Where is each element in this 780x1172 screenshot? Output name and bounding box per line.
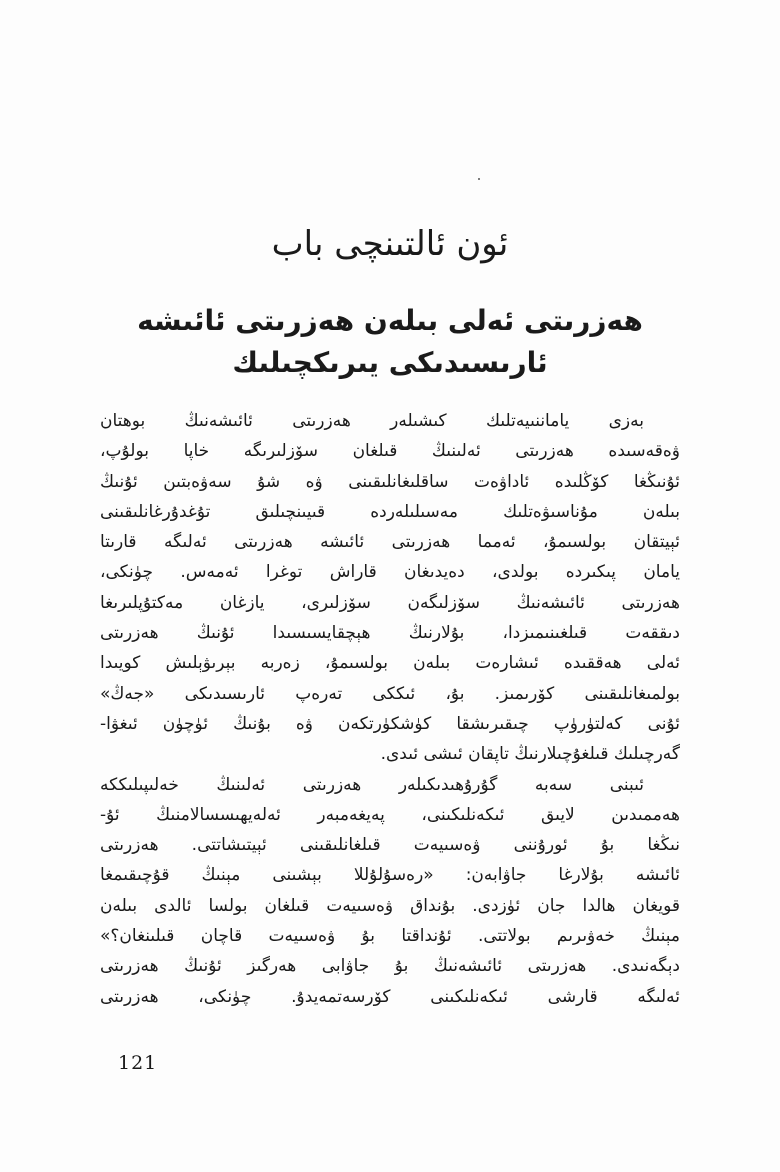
text-line: نىڭغا بۇ ئورۇننى ۋەسىيەت قىلغانلىقىنى ئېيتىشاتتى. ھەزرىتى (100, 835, 680, 856)
text-line: ئەلىگە قارشى ئىكەنلىكىنى كۆرسەتمەيدۇ. چۈنكى، ھەزرىتى (100, 986, 680, 1007)
text-line: گەرچىلىك قىلغۇچىلارنىڭ تاپقان ئىشى ئىدى. (380, 744, 680, 765)
text-line: ئەلى ھەققىدە ئىشارەت بىلەن بولسىمۇ، زەربە بېرىۋېلىش كويىدا (100, 653, 680, 674)
print-speck (478, 178, 480, 180)
text-line: دىققەت قىلغىنىمىزدا، بۇلارنىڭ ھېچقايسىسىدا ئۇنىڭ ھەزرىتى (100, 623, 680, 644)
page-number: 121 (118, 1052, 158, 1074)
text-line: ئىبنى سەبە گۇرۇھىدىكىلەر ھەزرىتى ئەلىنىڭ خەلىپىلىككە (100, 774, 644, 795)
text-line: ئائىشە بۇلارغا جاۋابەن: «رەسۇلۇللا بېشىنى مېنىڭ قۇچىقىمغا (100, 865, 680, 886)
text-line: مېنىڭ خەۋىرىم بولاتتى. ئۇنداقتا بۇ ۋەسىيەت قاچان قىلىنغان؟» (100, 926, 680, 947)
text-line: ئۇنى كەلتۈرۈپ چىقىرىشقا كۈشكۈرتكەن ۋە بۇنىڭ ئۈچۈن ئىغۋا- (100, 713, 680, 734)
text-line: ئۇنىڭغا كۆڭلىدە ئاداۋەت ساقلىغانلىقىنى ۋە شۇ سەۋەبتىن ئۇنىڭ (100, 471, 680, 492)
text-line: ئېيتقان بولسىمۇ، ئەمما ھەزرىتى ئائىشە ھەزرىتى ئەلىگە قارىتا (100, 532, 680, 553)
paragraph-1 (100, 406, 680, 770)
text-line: بىلەن مۇناسىۋەتلىك مەسىلىلەردە قىيىنچىلىق تۇغدۇرغانلىقىنى (100, 501, 680, 522)
text-line: بەزى ياماننىيەتلىك كىشىلەر ھەزرىتى ئائىشەنىڭ بوھتان (100, 411, 644, 431)
text-line: ھەزرىتى ئائىشەنىڭ سۆزلىگەن سۆزلىرى، يازغان مەكتۇپلىرىغا (100, 592, 680, 613)
body-text (100, 406, 680, 1012)
text-line: يامان پىكىردە بولدى، دەيدىغان قاراش توغرا ئەمەس. چۈنكى، (100, 562, 680, 583)
section-heading-line-2: ئارىسىدىكى يىرىكچىلىك (232, 346, 548, 379)
text-line: قويغان ھالدا جان ئۈزدى. بۇنداق ۋەسىيەت قىلغان بولسا ئالدى بىلەن (100, 895, 680, 916)
text-line: ھەممىدىن لايىق ئىكەنلىكىنى، پەيغەمبەر ئەلەيھىسسالامنىڭ ئۇ- (100, 804, 680, 825)
paragraph-2 (100, 770, 680, 1012)
chapter-title: ئون ئالتىنچى باب (271, 224, 509, 264)
text-line: دېگەنىدى. ھەزرىتى ئائىشەنىڭ بۇ جاۋابى ھەرگىز ئۇنىڭ ھەزرىتى (100, 956, 680, 977)
text-line: بولمىغانلىقىنى كۆرىمىز. بۇ، ئىككى تەرەپ ئارىسىدىكى «جەڭ» (100, 683, 680, 704)
text-line: ۋەقەسىدە ھەزرىتى ئەلىنىڭ قىلغان سۆزلىرىگە خاپا بولۇپ، (100, 441, 680, 462)
section-heading-line-1: ھەزرىتى ئەلى بىلەن ھەزرىتى ئائىشە (137, 304, 643, 337)
section-heading (100, 300, 680, 384)
